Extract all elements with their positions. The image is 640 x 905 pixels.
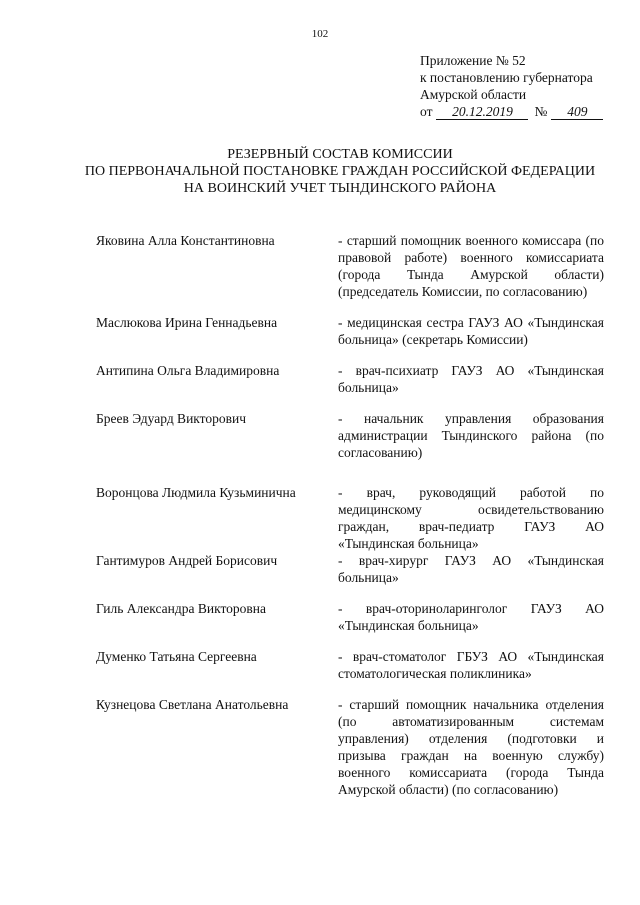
- appendix-title: Приложение № 52: [420, 53, 526, 68]
- member-role: - врач-хирург ГАУЗ АО «Тындинская больница»: [338, 553, 604, 585]
- member-role: - начальник управления образования администрации Тындинского района (по согласованию): [338, 411, 604, 460]
- handwritten-date: 20.12.2019: [436, 105, 528, 120]
- appendix-region: Амурской области: [420, 87, 527, 102]
- member-role: - медицинская сестра ГАУЗ АО «Тындинская больница» (секретарь Комиссии): [338, 315, 604, 347]
- member-name: Думенко Татьяна Сергеевна: [96, 649, 257, 664]
- member-role: - врач, руководящий работой по медицинскому освидетельствованию граждан, врач-педиатр ГАУЗ АО «Тындинская больница»: [338, 485, 604, 551]
- page-number: 102: [311, 28, 329, 40]
- handwritten-number: 409: [551, 105, 603, 120]
- title-line-2: ПО ПЕРВОНАЧАЛЬНОЙ ПОСТАНОВКЕ ГРАЖДАН РОССИЙСКОЙ ФЕДЕРАЦИИ: [84, 164, 596, 179]
- member-role: - врач-оториноларинголог ГАУЗ АО «Тындинская больница»: [338, 601, 604, 633]
- appendix-decree-ref: к постановлению губернатора: [420, 70, 593, 85]
- member-name: Кузнецова Светлана Анатольевна: [96, 697, 289, 712]
- member-name: Антипина Ольга Владимировна: [96, 363, 280, 378]
- document-title: [60, 146, 620, 197]
- member-name: Гантимуров Андрей Борисович: [96, 553, 278, 568]
- appendix-date-line: [420, 103, 603, 120]
- member-role: - старший помощник военного комиссара (по правовой работе) военного комиссариата (города Тында Амурской области) (председатель Комиссии, по согласованию): [338, 233, 604, 299]
- member-name: Воронцова Людмила Кузьминична: [96, 485, 296, 500]
- date-prefix: от: [420, 104, 433, 119]
- number-prefix: №: [534, 104, 548, 119]
- member-role: - старший помощник начальника отделения (по автоматизированным системам управления) отделения (подготовки и призыва граждан на военную службу) военного комиссариата (города Тында Амурской области) (по согласованию): [338, 697, 604, 797]
- member-name: Бреев Эдуард Викторович: [96, 411, 247, 426]
- member-role: - врач-психиатр ГАУЗ АО «Тындинская больница»: [338, 363, 604, 395]
- title-line-1: РЕЗЕРВНЫЙ СОСТАВ КОМИССИИ: [227, 147, 453, 162]
- member-name: Яковина Алла Константиновна: [96, 233, 275, 248]
- appendix-header: [420, 52, 603, 120]
- member-role: - врач-стоматолог ГБУЗ АО «Тындинская стоматологическая поликлиника»: [338, 649, 604, 681]
- member-name: Гиль Александра Викторовна: [96, 601, 267, 616]
- member-name: Маслюкова Ирина Геннадьевна: [96, 315, 278, 330]
- title-line-3: НА ВОИНСКИЙ УЧЕТ ТЫНДИНСКОГО РАЙОНА: [183, 181, 497, 196]
